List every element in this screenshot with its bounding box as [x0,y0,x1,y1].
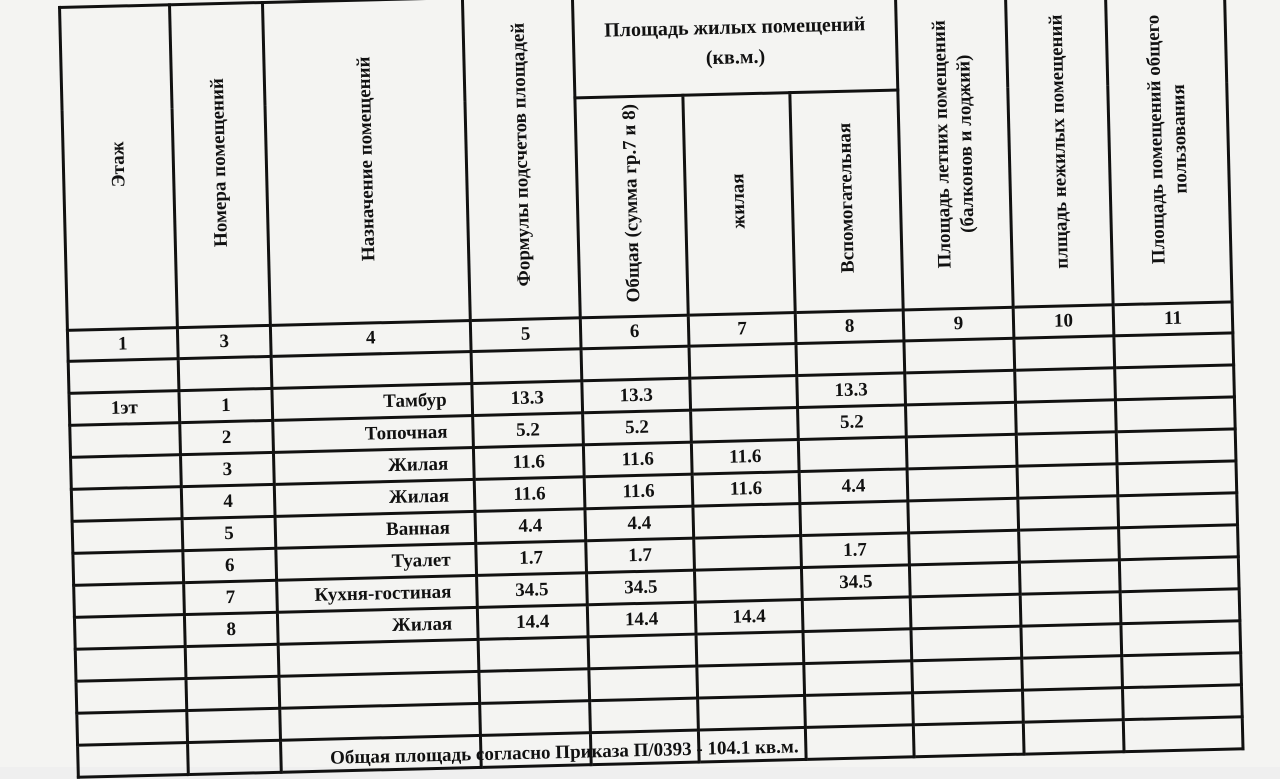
summer-area-cell [907,466,1018,501]
header-purpose: Назначение помещений [262,0,470,325]
living-area-cell [694,568,802,603]
formula-cell: 34.5 [477,573,588,608]
column-number: 8 [795,310,904,344]
header-summer: Площадь летних помещений (балконов и лоджий) [895,0,1013,310]
floor-cell: 1эт [69,391,180,426]
room-name-cell: Жилая [274,479,475,516]
summer-area-cell [908,498,1019,533]
room-number-cell: 6 [183,548,277,582]
nonresidential-area-cell [1018,496,1119,530]
common-use-area-cell [1115,365,1235,400]
header-common-use: Площадь помещений общего пользования [1105,0,1232,305]
common-use-area-cell [1118,493,1238,528]
total-area-cell: 34.5 [587,570,696,605]
living-area-cell [691,408,799,443]
room-name-cell: Жилая [277,607,478,644]
floor-cell [73,551,184,586]
column-number: 11 [1113,302,1233,336]
column-number: 3 [177,325,271,358]
room-number-cell: 4 [181,484,275,518]
room-name-cell: Туалет [276,543,477,580]
common-use-area-cell [1119,525,1239,560]
living-area-cell [694,536,802,571]
formula-cell: 11.6 [473,445,584,480]
formula-cell: 5.2 [473,413,584,448]
auxiliary-area-cell: 13.3 [797,373,906,408]
living-area-cell [690,376,798,411]
summer-area-cell [909,530,1020,565]
area-table-wrapper [58,0,1241,767]
room-name-cell: Тамбур [272,384,473,421]
header-total: Общая (сумма гр.7 и 8) [575,95,688,318]
room-name-cell: Топочная [273,415,474,452]
auxiliary-area-cell: 5.2 [798,405,907,440]
common-use-area-cell [1117,461,1237,496]
room-name-cell: Жилая [273,447,474,484]
common-use-area-cell [1120,589,1240,624]
nonresidential-area-cell [1019,560,1120,594]
total-area-footer: Общая площадь согласно Приказа П/0393 - 104.1 кв.м. [329,736,799,769]
formula-cell: 13.3 [472,381,583,416]
nonresidential-area-cell [1015,400,1116,434]
area-table [58,0,1245,779]
total-area-cell: 13.3 [582,378,691,413]
living-area-cell: 11.6 [692,472,800,507]
total-area-cell: 11.6 [584,474,693,509]
total-area-cell: 14.4 [587,602,696,637]
formula-cell: 11.6 [474,477,585,512]
header-living-area-group: Площадь жилых помещений (кв.м.) [572,0,897,98]
summer-area-cell [906,402,1017,437]
common-use-area-cell [1115,397,1235,432]
column-number: 4 [270,321,471,357]
auxiliary-area-cell: 34.5 [801,565,910,600]
room-number-cell: 1 [179,388,273,422]
floor-cell [71,455,182,490]
header-living: жилая [683,93,795,316]
living-area-cell: 11.6 [691,440,799,475]
total-area-cell: 1.7 [586,538,695,573]
column-number: 1 [67,328,178,362]
column-number: 5 [470,318,581,352]
auxiliary-area-cell [802,597,911,632]
auxiliary-area-cell: 4.4 [799,469,908,504]
room-number-cell: 3 [180,452,274,486]
floor-cell [74,583,185,618]
auxiliary-area-cell: 1.7 [801,533,910,568]
column-number: 10 [1013,305,1114,338]
room-number-cell: 5 [182,516,276,550]
header-floor: Этаж [60,5,178,331]
common-use-area-cell [1116,429,1236,464]
formula-cell: 14.4 [477,605,588,640]
nonresidential-area-cell [1015,368,1116,402]
header-nonresidential: плщадь нежилых помещений [1005,0,1113,307]
floor-cell [74,615,185,650]
summer-area-cell [910,594,1021,629]
nonresidential-area-cell [1016,432,1117,466]
formula-cell: 1.7 [476,541,587,576]
header-room-number: Номера помещений [170,3,271,328]
total-area-cell: 5.2 [583,410,692,445]
room-number-cell: 7 [184,580,278,614]
floor-cell [71,487,182,522]
total-area-cell: 11.6 [583,442,692,477]
room-name-cell: Ванная [275,511,476,548]
summer-area-cell [906,434,1017,469]
common-use-area-cell [1119,557,1239,592]
column-number: 7 [688,313,796,347]
header-formulas: Формулы подсчетов площадей [462,0,580,321]
floor-cell [70,423,181,458]
room-number-cell: 8 [184,612,278,646]
nonresidential-area-cell [1017,464,1118,498]
living-area-cell [693,504,801,539]
header-auxiliary: Вспомогательная [790,90,903,313]
living-area-cell: 14.4 [695,599,803,634]
column-number: 9 [903,307,1014,341]
floor-cell [72,519,183,554]
nonresidential-area-cell [1019,528,1120,562]
room-number-cell: 2 [180,420,274,454]
auxiliary-area-cell [798,437,907,472]
room-name-cell: Кухня-гостиная [277,575,478,612]
auxiliary-area-cell [800,501,909,536]
total-area-cell: 4.4 [585,506,694,541]
summer-area-cell [905,370,1016,405]
summer-area-cell [909,562,1020,597]
formula-cell: 4.4 [475,509,586,544]
column-number: 6 [580,315,689,349]
nonresidential-area-cell [1020,592,1121,626]
